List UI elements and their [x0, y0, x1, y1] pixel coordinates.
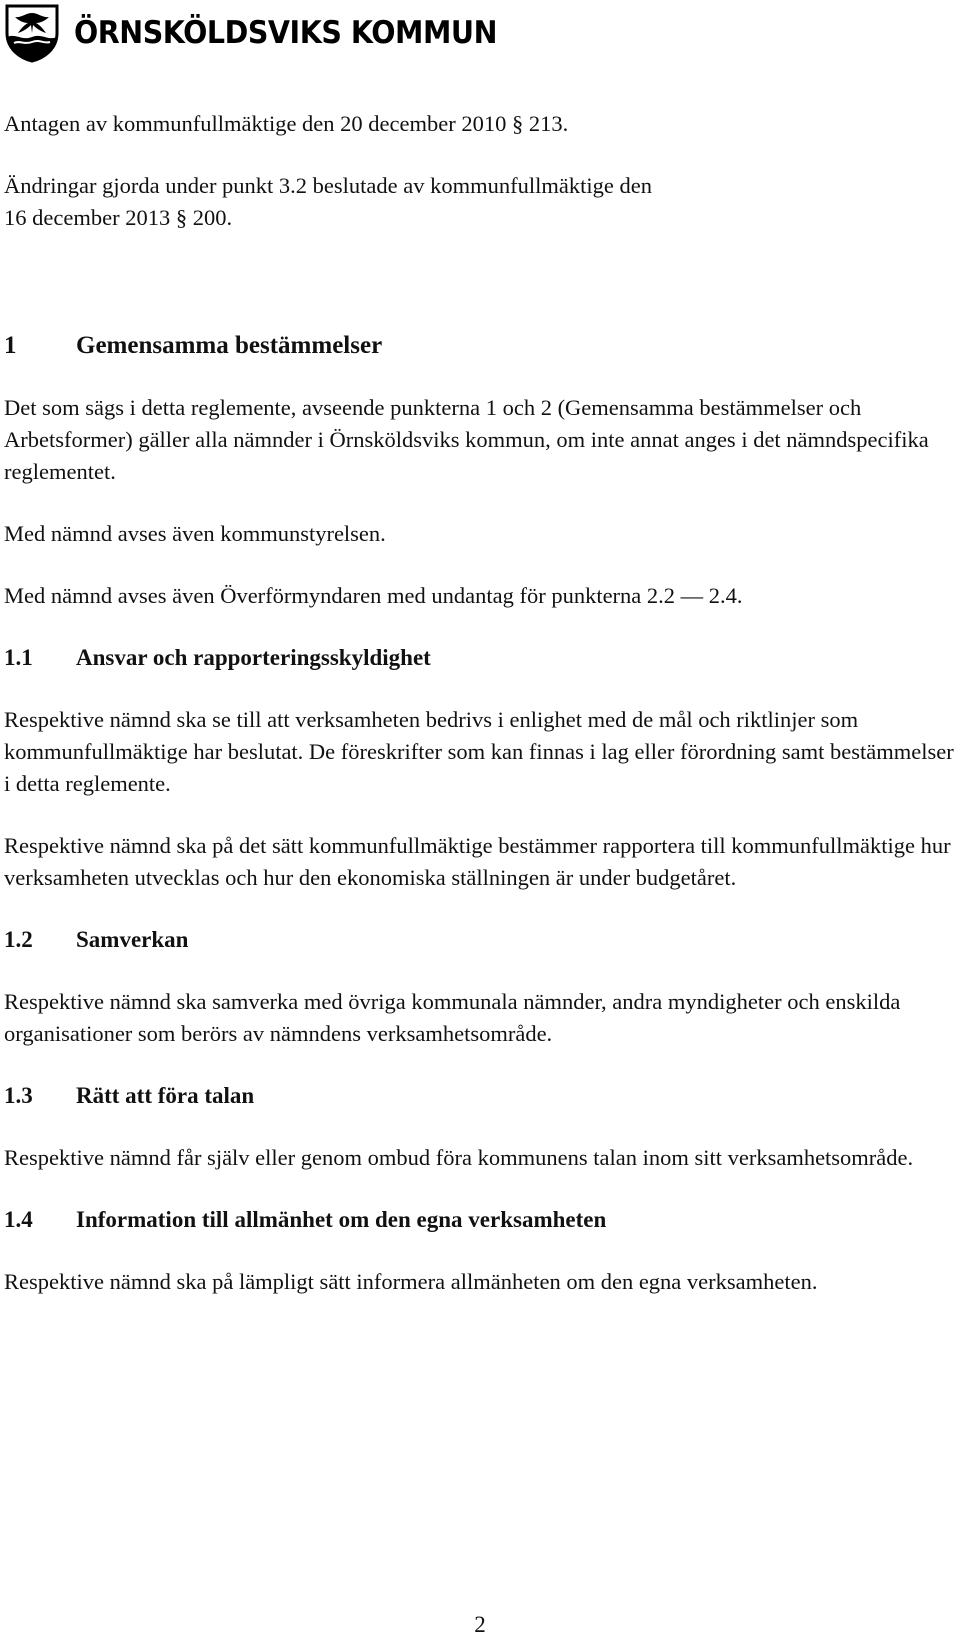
subsection-number: 1.2 — [4, 927, 33, 952]
subsection-heading — [4, 642, 956, 674]
subsection-number: 1.3 — [4, 1083, 33, 1108]
subsection-title: Information till allmänhet om den egna verksamheten — [76, 1207, 607, 1232]
subsection-title: Ansvar och rapporteringsskyldighet — [76, 645, 431, 670]
section-title: Gemensamma bestämmelser — [76, 332, 383, 359]
amendment-note-line1: Ändringar gjorda under punkt 3.2 beslutade av kommunfullmäktige den — [4, 173, 652, 198]
section-paragraph: Med nämnd avses även kommunstyrelsen. — [4, 521, 386, 546]
subsection-paragraph: Respektive nämnd ska se till att verksamheten bedrivs i enlighet med de mål och riktlinjer som kommunfullmäktige har beslutat. De föreskrifter som kan finnas i lag eller förordning samt bestämmelser i detta reglemente. — [4, 707, 954, 796]
section-number: 1 — [4, 332, 17, 359]
page-header — [4, 2, 534, 64]
subsection-paragraph: Respektive nämnd ska samverka med övriga kommunala nämnder, andra myndigheter och enskilda organisationer som berörs av nämndens verksamhetsområde. — [4, 989, 901, 1046]
subsection-number: 1.4 — [4, 1207, 33, 1232]
section-paragraph: Det som sägs i detta reglemente, avseende punkterna 1 och 2 (Gemensamma bestämmelser och Arbetsformer) gäller alla nämnder i Örnsköldsviks kommun, om inte annat anges i det nämndspecifika reglementet. — [4, 395, 929, 484]
subsection-title: Rätt att föra talan — [76, 1083, 255, 1108]
subsection-number: 1.1 — [4, 645, 33, 670]
section-paragraph: Med nämnd avses även Överförmyndaren med undantag för punkterna 2.2 — 2.4. — [4, 583, 743, 608]
subsection-paragraph: Respektive nämnd får själv eller genom ombud föra kommunens talan inom sitt verksamhetsområde. — [4, 1145, 914, 1170]
section-heading — [4, 328, 956, 364]
municipal-coat-of-arms-icon — [4, 3, 60, 63]
amendment-note-line2: 16 december 2013 § 200. — [4, 205, 233, 230]
document-body — [4, 108, 956, 1298]
subsection-paragraph: Respektive nämnd ska på det sätt kommunfullmäktige bestämmer rapportera till kommunfullmäktige hur verksamheten utvecklas och hur den ekonomiska ställningen är under budgetåret. — [4, 833, 951, 890]
subsection-heading — [4, 924, 956, 956]
subsection-paragraph: Respektive nämnd ska på lämpligt sätt informera allmänheten om den egna verksamheten. — [4, 1269, 818, 1294]
adoption-note: Antagen av kommunfullmäktige den 20 december 2010 § 213. — [4, 111, 569, 136]
organization-name: ÖRNSKÖLDSVIKS KOMMUN — [74, 15, 497, 51]
subsection-heading — [4, 1080, 956, 1112]
subsection-heading — [4, 1204, 956, 1236]
subsection-title: Samverkan — [76, 927, 189, 952]
page-number: 2 — [474, 1612, 486, 1637]
